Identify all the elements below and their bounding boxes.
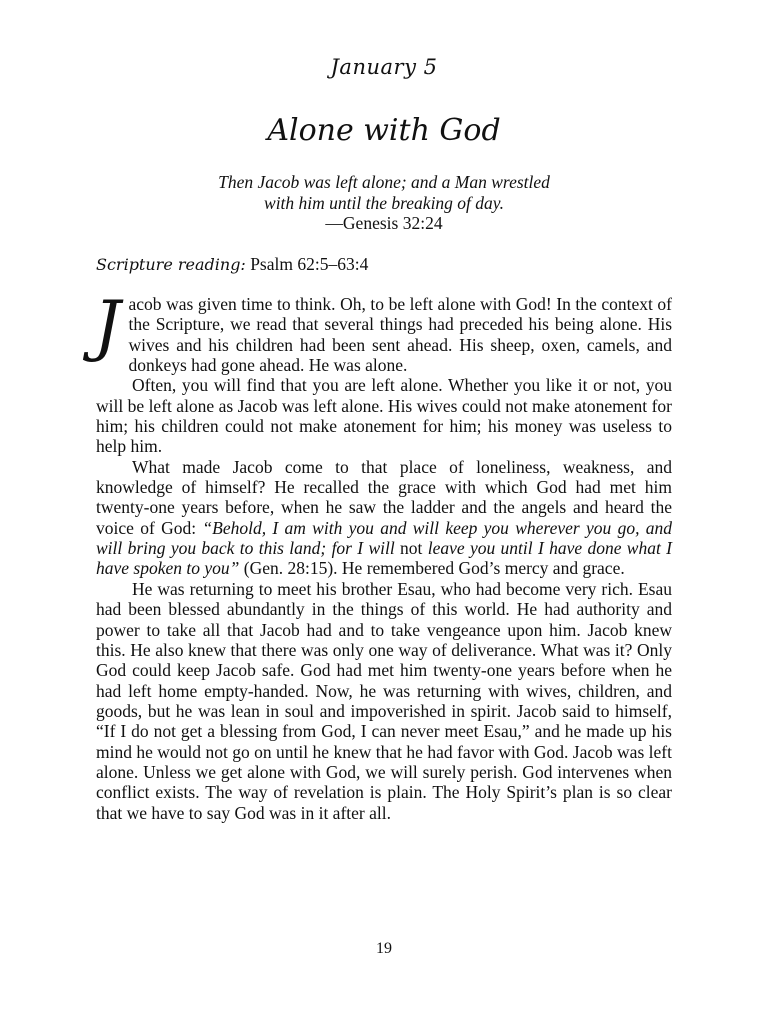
epigraph-line-1: Then Jacob was left alone; and a Man wrestled: [218, 172, 550, 192]
epigraph: [0, 172, 768, 234]
paragraph-1-text: acob was given time to think. Oh, to be left alone with God! In the context of the Scripture, we read that several things had preceded his being alone. His wives and his children had been sent ahead. His sheep, oxen, camels, and donkeys had gone ahead. He was alone.: [128, 294, 672, 376]
paragraph-2: Often, you will find that you are left alone. Whether you like it or not, you will be left alone as Jacob was left alone. His wives could not make atonement for him; his children could not make atonement for him; his money was useless to help him.: [96, 375, 672, 457]
paragraph-3-intro: What made Jacob come to that place of loneliness, weakness, and knowledge of himself? He recalled the grace with which God had met him twenty-one years before, when he saw the ladder and the angels and heard the voice of God:: [96, 456, 672, 538]
paragraph-3: [96, 457, 672, 579]
scripture-reading-value: Psalm 62:5–63:4: [250, 254, 369, 274]
paragraph-1: [94, 287, 672, 376]
scripture-reading-label: Scripture reading:: [96, 255, 246, 274]
scripture-quote: “Behold, I am with you and will keep you wherever you go, and will bring you back to this land; for I will: [96, 517, 672, 559]
paragraph-4: He was returning to meet his brother Esau, who had become very rich. Esau had been blessed abundantly in the things of this world. He had authority and power to take all that Jacob had and to take vengeance upon him. Jacob knew this. He also knew that there was only one way of deliverance. What was it? Only God could keep Jacob safe. God had met him twenty-one years before when he had left home empty-handed. Now, he was returning with wives, children, and goods, but he was lean in soul and impoverished in spirit. Jacob said to himself, “If I do not get a blessing from God, I can never meet Esau,” and he made up his mind he would not go on until he knew that he had favor with God. Jacob was left alone. Unless we get alone with God, we will surely perish. God intervenes when conflict exists. The way of revelation is plain. The Holy Spirit’s plan is so clear that we have to say God was in it after all.: [96, 578, 672, 823]
paragraph-3-end: (Gen. 28:15). He remembered God’s mercy and grace.: [239, 558, 625, 579]
scripture-quote-end: leave you until I have done what I have spoken to you”: [96, 538, 672, 579]
quote-not: not: [394, 538, 428, 559]
epigraph-reference: —Genesis 32:24: [325, 213, 443, 233]
scripture-reading: [96, 254, 676, 275]
devotional-title: Alone with God: [267, 113, 501, 148]
devotional-body: [94, 287, 672, 823]
drop-cap: J: [94, 287, 121, 364]
devotional-date: January 5: [330, 55, 438, 79]
page-number: 19: [376, 940, 392, 957]
epigraph-line-2: with him until the breaking of day.: [264, 192, 504, 213]
